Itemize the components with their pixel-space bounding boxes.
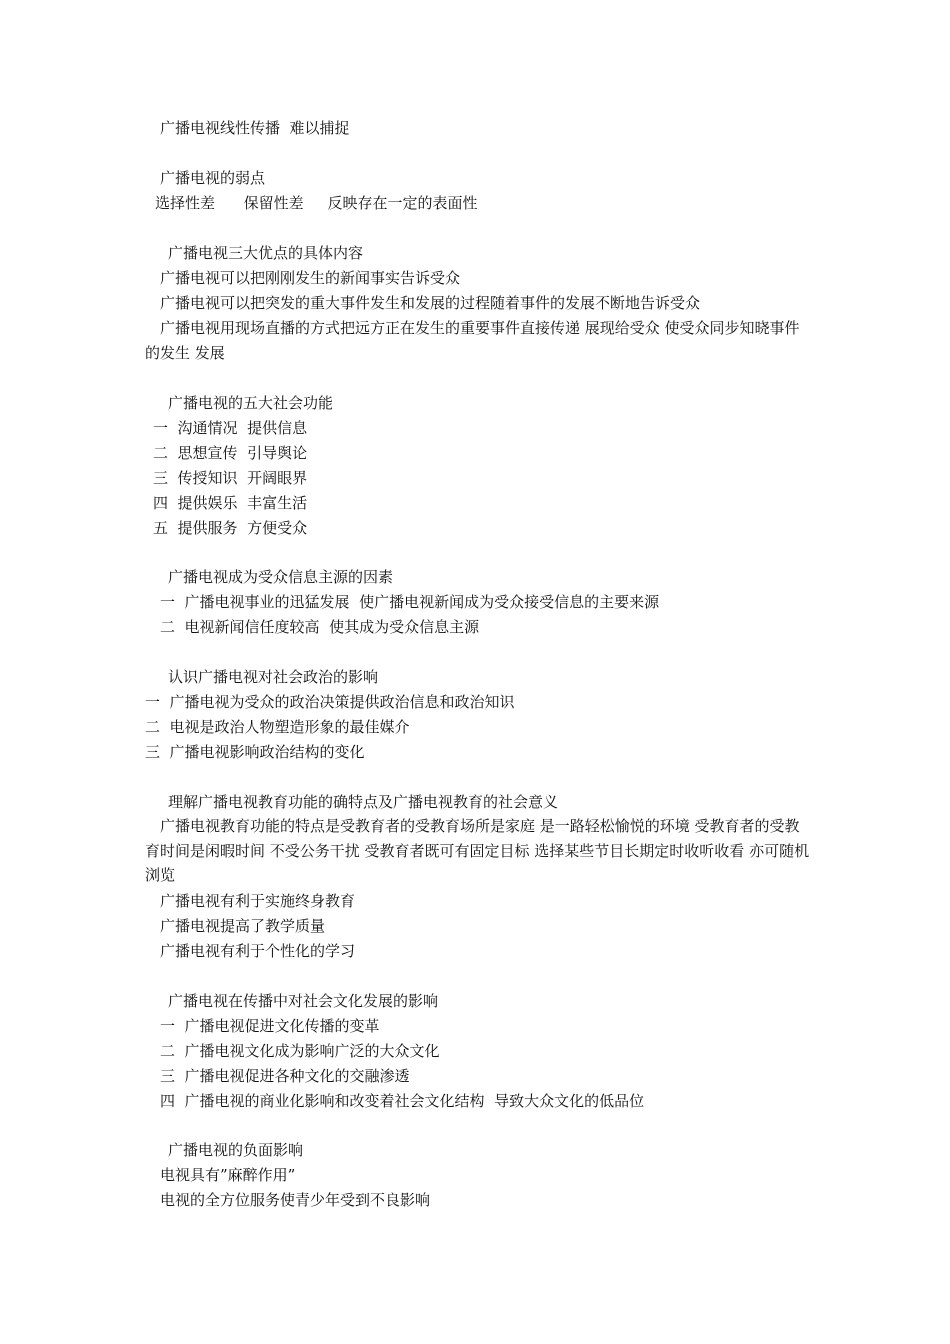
text-line: 电视具有”麻醉作用” — [160, 1166, 296, 1184]
section-heading: 理解广播电视教育功能的确特点及广播电视教育的社会意义 — [168, 793, 559, 811]
list-item: 四 广播电视的商业化影响和改变着社会文化结构 导致大众文化的低品位 — [160, 1092, 645, 1110]
section-heading: 认识广播电视对社会政治的影响 — [168, 668, 379, 686]
list-item: 二 思想宣传 引导舆论 — [153, 444, 308, 462]
list-item: 五 提供服务 方便受众 — [153, 519, 308, 537]
list-item: 一 广播电视事业的迅猛发展 使广播电视新闻成为受众接受信息的主要来源 — [160, 593, 660, 611]
text-line: 广播电视线性传播 难以捕捉 — [160, 119, 350, 137]
list-item: 一 广播电视促进文化传播的变革 — [160, 1017, 380, 1035]
text-line: 广播电视有利于个性化的学习 — [160, 942, 356, 960]
text-line: 广播电视可以把刚刚发生的新闻事实告诉受众 — [160, 269, 461, 287]
list-item: 一 沟通情况 提供信息 — [153, 419, 308, 437]
section-heading: 广播电视的五大社会功能 — [168, 394, 334, 412]
paragraph: 广播电视教育功能的特点是受教育者的受教育场所是家庭 是一路轻松愉悦的环境 受教育者的受教育时间是闲暇时间 不受公务干扰 受教育者既可有固定目标 选择某些节目长期定时收听收看 亦可随机浏览 — [145, 817, 810, 884]
section-heading: 广播电视三大优点的具体内容 — [168, 244, 364, 262]
list-item: 四 提供娱乐 丰富生活 — [153, 494, 308, 512]
section-heading: 广播电视在传播中对社会文化发展的影响 — [168, 992, 439, 1010]
list-item: 二 广播电视文化成为影响广泛的大众文化 — [160, 1042, 440, 1060]
list-item: 三 传授知识 开阔眼界 — [153, 469, 308, 487]
list-item: 二 电视是政治人物塑造形象的最佳媒介 — [145, 718, 410, 736]
text-line: 选择性差 保留性差 反映存在一定的表面性 — [155, 194, 478, 212]
section-heading: 广播电视的负面影响 — [168, 1141, 304, 1159]
section-heading: 广播电视的弱点 — [160, 169, 266, 187]
text-line: 电视的全方位服务使青少年受到不良影响 — [160, 1191, 431, 1209]
section-heading: 广播电视成为受众信息主源的因素 — [168, 568, 394, 586]
text-line: 广播电视可以把突发的重大事件发生和发展的过程随着事件的发展不断地告诉受众 — [160, 294, 701, 312]
list-item: 二 电视新闻信任度较高 使其成为受众信息主源 — [160, 618, 480, 636]
list-item: 三 广播电视促进各种文化的交融渗透 — [160, 1067, 410, 1085]
list-item: 三 广播电视影响政治结构的变化 — [145, 743, 365, 761]
text-line: 广播电视有利于实施终身教育 — [160, 892, 356, 910]
text-line: 广播电视提高了教学质量 — [160, 917, 326, 935]
paragraph: 广播电视用现场直播的方式把远方正在发生的重要事件直接传递 展现给受众 使受众同步知晓事件的发生 发展 — [145, 319, 800, 362]
list-item: 一 广播电视为受众的政治决策提供政治信息和政治知识 — [145, 693, 515, 711]
